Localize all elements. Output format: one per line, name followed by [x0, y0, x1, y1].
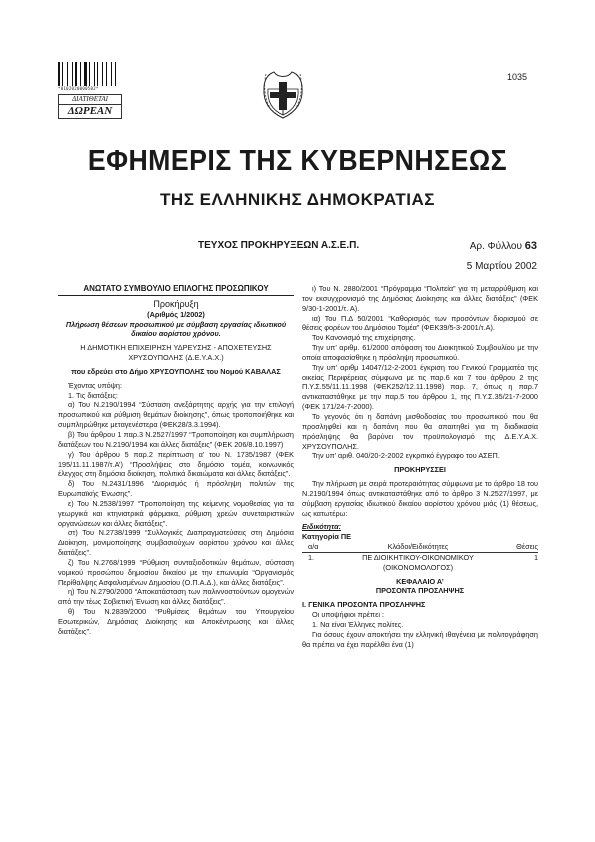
row-positions: 1: [533, 552, 538, 562]
provision-item: ε) Του Ν.2538/1997 “Τροποποίηση της κείμενης νομοθεσίας για τα γεωργικά και κτηνιατρικά φάρμακα, ρύθμιση χρεών συνεταιριστικών οργανώσεων και άλλες διατάξεις”.: [58, 498, 294, 528]
announce-text: Την πλήρωση με σειρά προτεραιότητας σύμφωνα με το άρθρο 18 του Ν.2190/1994 όπως αντικαταστάθηκε από το άρθρο 3 Ν.2527/1997, με σύμβαση εργασίας ιδιωτικού δικαίου αορίστου χρόνου μιάς (1) θέσεως, ως κατωτέρω:: [302, 479, 538, 518]
row-specialty: ΠΕ ΔΙΟΙΚΗΤΙΚΟΥ-ΟΙΚΟΝΟΜΙΚΟΥ (ΟΙΚΟΝΟΜΟΛΟΓΟΣ): [362, 552, 474, 572]
provision-item: β) Του άρθρου 1 παρ.3 Ν.2527/1997 “Τροποποίηση και συμπλήρωση διατάξεων του Ν.2190/1994 και άλλες διατάξεις” (ΦΕΚ 206/8.10.1997): [58, 429, 294, 449]
provision-item: η) Του Ν.2790/2000 “Αποκατάσταση των παλιννοστούντων ομογενών από την τέως Σοβιετική Ένωση και άλλες διατάξεις”.: [58, 587, 294, 607]
col-header-number: α/α: [308, 542, 319, 552]
stamp-line-1: ΔΙΑΤΙΘΕΤΑΙ: [59, 95, 121, 105]
having-regard: Έχοντας υπόψη:: [68, 380, 122, 390]
provision-item: Τον Κανονισμό της επιχείρησης.: [312, 333, 416, 343]
provision-item: δ) Του Ν.2431/1996 “Διορισμός ή πρόσληψη πολιτών της Ευρωπαϊκής Ένωσης”.: [58, 479, 294, 499]
barcode: [58, 62, 118, 86]
provision-item: Την υπ’ αριθμ. 61/2000 απόφαση του Διοικητικού Συμβουλίου με την οποία αποφασίσθηκε η πρόσληψη προσωπικού.: [302, 343, 538, 362]
requirement-1: 1. Να είναι Έλληνες πολίτες.: [312, 620, 404, 629]
provision-item: θ) Του Ν.2839/2000 “Ρυθμίσεις θεμάτων του Υπουργείου Εσωτερικών, Δημόσιας Διοίκησης και Αποκέντρωσης και άλλες διατάξεις”.: [58, 607, 294, 636]
announces-heading: ΠΡΟΚΗΡΥΣΣΕΙ: [394, 465, 446, 475]
free-distribution-stamp: [58, 94, 122, 119]
vacancy-table-header: [302, 542, 538, 553]
organization-seat: που εδρεύει στο Δήμο ΧΡΥΣΟΥΠΟΛΗΣ του Νομού ΚΑΒΑΛΑΣ: [71, 366, 281, 376]
left-column: [58, 284, 294, 637]
chapter-title: ΠΡΟΣΟΝΤΑ ΠΡΟΣΛΗΨΗΣ: [375, 586, 465, 596]
stamp-line-2: ΔΩΡΕΑΝ: [67, 105, 113, 117]
issue-number-block: [470, 240, 537, 252]
provision-item: Την υπ’ αριθμ 14047/12-2-2001 έγκριση του Γενικού Γραμματέα της οικείας Περιφέρειας σύμφωνα με τις παρ.6 και 7 του άρθρου 2 της Π.Υ.Σ.55/11.11.1998 (ΦΕΚ252/12.11.1998) παρ. 7, όπως η παρ.7 αντικαταστάθηκε με την παρ.5 του άρθρου 1, της Π.Υ.Σ.35/21-7-2000 (ΦΕΚ 171/24-7-2000).: [302, 362, 538, 412]
right-column: [302, 284, 538, 650]
provision-item: στ) Του Ν.2738/1999 “Συλλογικές Διαπραγματεύσεις στη Δημόσια Διοίκηση, μονιμοποίησης συμβασιούχων αορίστου χρόνου και άλλες διατάξεις”.: [58, 528, 294, 558]
category-heading: Κατηγορία ΠΕ: [302, 532, 352, 542]
gazette-subtitle: ΤΗΣ ΕΛΛΗΝΙΚΗΣ ΔΗΜΟΚΡΑΤΙΑΣ: [160, 190, 435, 209]
notice-number: (Αριθμός 1/2002): [147, 309, 205, 319]
col-header-specialty: Κλάδοι/Ειδικότητες: [387, 542, 449, 552]
barcode-digits: *0102020000502*: [58, 86, 99, 91]
provision-item: ι) Του Ν. 2880/2001 “Πρόγραμμα “Πολιτεία” για τη μεταρρύθμιση και τον εκσυγχρονισμό της Δημόσιας Διοίκησης και άλλες διατάξεις” (ΦΕΚ 9/30-1-2001/τ. Α).: [302, 284, 538, 313]
provision-item: Την υπ’ αριθ. 040/20-2-2002 εγκριτικό έγγραφο του ΑΣΕΠ.: [312, 451, 500, 461]
section-heading: Ι. ΓΕΝΙΚΑ ΠΡΟΣΟΝΤΑ ΠΡΟΣΛΗΨΗΣ: [302, 600, 426, 610]
provision-item: ζ) Του Ν.2768/1999 “Ρύθμιση συνταξιοδοτικών θεμάτων, σύσταση νομικού προσώπου δημοσίου δικαίου με την επωνυμία “Οργανισμός Περίθαλψης Ασφαλισμένων Δημοσίου (Ο.Π.Α.Δ.), και άλλες διατάξεις”.: [58, 557, 294, 587]
hellenic-republic-emblem-icon: [260, 68, 306, 120]
issue-number-label: Αρ. Φύλλου: [469, 241, 522, 252]
provision-item: γ) Του άρθρου 5 παρ.2 περίπτωση α’ του Ν. 1735/1987 (ΦΕΚ 195/11.11.1987/τ.Α’) “Προσλήψεις στο δημόσιο τομέα, κοινωνικός έλεγχος στη δημόσια διοίκηση, πολιτικά δικαιώματα και άλλες διατάξεις”.: [58, 449, 294, 479]
vacancy-table-row: [302, 553, 538, 573]
issue-date: 5 Μαρτίου 2002: [466, 261, 537, 272]
requirement-1-text: Για όσους έχουν αποκτήσει την ελληνική ιθαγένεια με πολιτογράφηση θα πρέπει να έχει παρέλθει ένα (1): [302, 629, 538, 649]
row-number: 1.: [308, 552, 315, 562]
issue-number: 63: [524, 240, 537, 252]
gazette-title: ΕΦΗΜΕΡΙΣ ΤΗΣ ΚΥΒΕΡΝΗΣΕΩΣ: [87, 145, 508, 177]
issuer-heading: ΑΝΩΤΑΤΟ ΣΥΜΒΟΥΛΙΟ ΕΠΙΛΟΓΗΣ ΠΡΟΣΩΠΙΚΟΥ: [58, 284, 294, 296]
page-number: 1035: [506, 72, 527, 82]
specialty-heading: Ειδικότητα:: [302, 522, 342, 532]
organization-name: Η ΔΗΜΟΤΙΚΗ ΕΠΙΧΕΙΡΗΣΗ ΥΔΡΕΥΣΗΣ - ΑΠΟΧΕΤΕΥΣΗΣ ΧΡΥΣΟΥΠΟΛΗΣ (Δ.Ε.Υ.Α.Χ.): [80, 343, 272, 363]
notice-title: Προκήρυξη: [153, 298, 199, 309]
provision-item: α) Του Ν.2190/1994 “Σύσταση ανεξάρτητης αρχής για την επιλογή προσωπικού και ρύθμιση θεμάτων διοίκησης”, όπως τροποποιήθηκε και συμπληρώθηκε μεταγενέστερα (ΦΕΚ28/3.3.1994).: [58, 400, 294, 430]
issue-type: ΤΕΥΧΟΣ ΠΡΟΚΗΡΥΞΕΩΝ Α.Σ.Ε.Π.: [198, 240, 360, 251]
col-header-positions: Θέσεις: [516, 542, 538, 552]
provision-item: ια) Του Π.Δ 50/2001 “Καθορισμός των προσόντων διορισμού σε θέσεις φορέων του Δημόσιου Τομέα” (ΦΕΚ39/5-3-2001/τ.Α).: [302, 313, 538, 333]
candidates-intro: Οι υποψήφιοι πρέπει :: [312, 610, 385, 620]
chapter-heading: ΚΕΦΑΛΑΙΟ Α’: [396, 576, 444, 586]
provision-item: Το γεγονός ότι η δαπάνη μισθοδοσίας του προσωπικού που θα προσληφθεί και η δαπάνη που θα απαιτηθεί για τη διαδικασία πρόσληψης θα βαρύνει τον προϋπολογισμό της Δ.Ε.Υ.Α.Χ. ΧΡΥΣΟΥΠΟΛΗΣ.: [302, 411, 538, 451]
notice-subject: Πλήρωση θέσεων προσωπικού με σύμβαση εργασίας ιδιωτικού δικαίου αορίστου χρόνου.: [65, 319, 287, 339]
provisions-label: 1. Τις διατάξεις:: [68, 390, 118, 400]
